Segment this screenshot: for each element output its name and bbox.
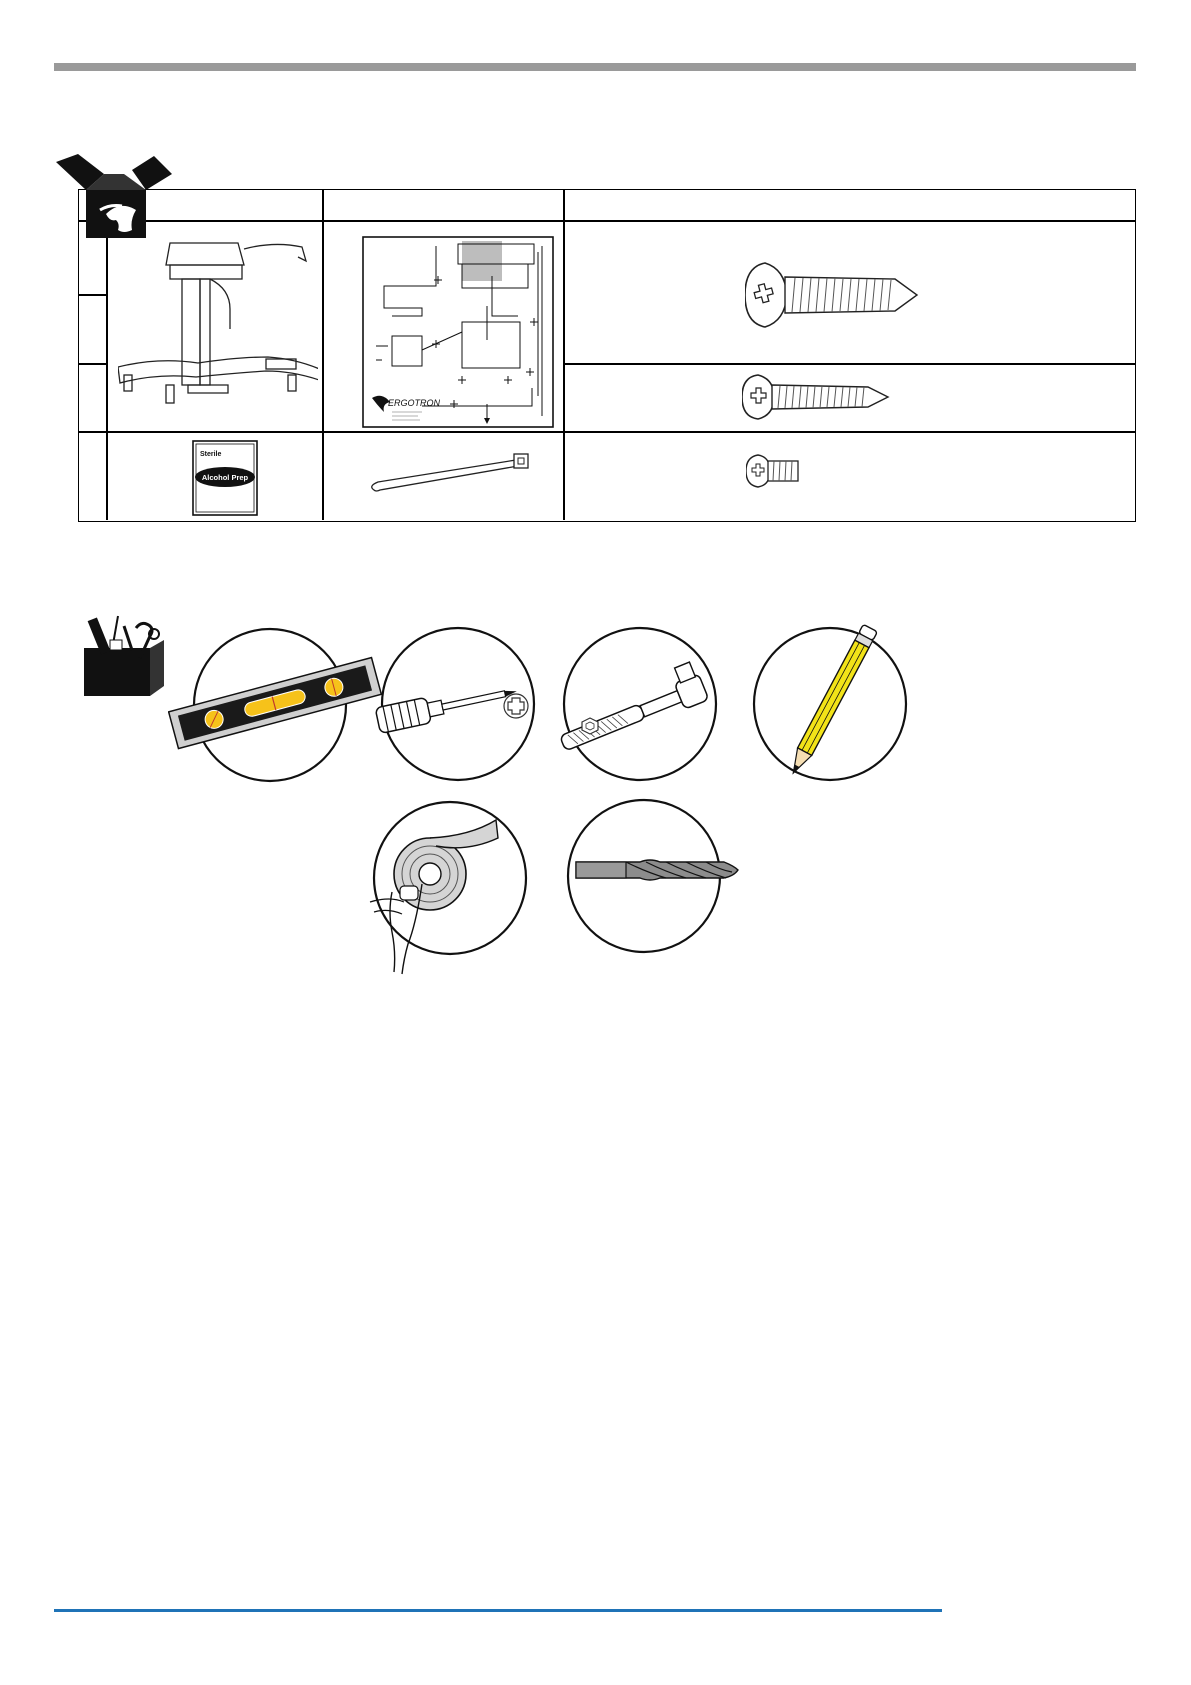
- template-logo-text: ERGOTRON: [388, 398, 441, 408]
- bottom-rule: [54, 1609, 942, 1612]
- small-machine-screw-illustration: [746, 453, 802, 489]
- wipe-label-top: Sterile: [200, 451, 222, 458]
- alcohol-prep-wipe-illustration: [192, 440, 258, 516]
- table-header-divider: [79, 220, 1135, 222]
- table-column-divider-2: [563, 190, 565, 520]
- medium-screw-illustration: [742, 373, 892, 421]
- drill-bit-icon: [562, 792, 752, 960]
- pencil-icon: [748, 616, 914, 788]
- wipe-label-main: Alcohol Prep: [201, 473, 249, 482]
- tape-icon: [360, 792, 550, 982]
- table-column-divider-1: [322, 190, 324, 520]
- level-icon: [168, 625, 388, 785]
- table-row-divider-d: [79, 431, 1135, 433]
- toolbox-icon: [80, 614, 172, 698]
- stand-base-illustration: [118, 235, 318, 415]
- large-wood-screw-illustration: [745, 259, 920, 331]
- mounting-template-illustration: [362, 236, 554, 428]
- open-box-icon: [54, 152, 174, 242]
- table-row-divider-a: [79, 294, 106, 296]
- socket-wrench-icon: [556, 622, 726, 784]
- table-row-divider-b: [79, 363, 106, 365]
- table-row-divider-c: [563, 363, 1135, 365]
- top-rule: [54, 63, 1136, 71]
- cable-tie-illustration: [368, 450, 536, 500]
- phillips-screwdriver-icon: [372, 624, 540, 786]
